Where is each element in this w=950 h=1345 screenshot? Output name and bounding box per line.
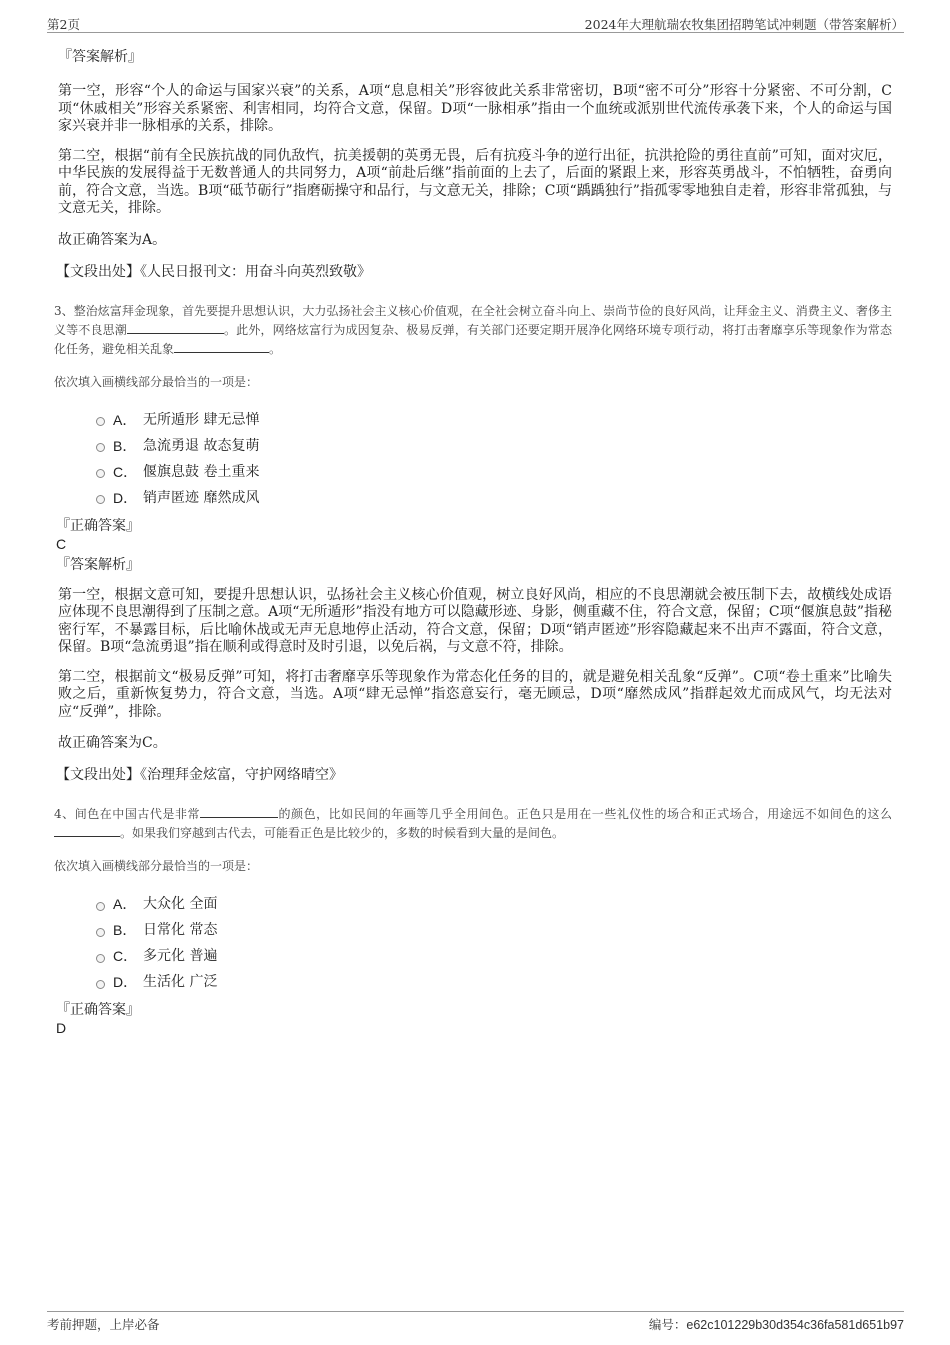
q3-section (54, 302, 892, 786)
q4-section (54, 805, 892, 1037)
option-letter: A． (113, 411, 137, 428)
radio-icon[interactable] (96, 417, 105, 426)
q3-option-c[interactable] (96, 459, 892, 485)
q4-option-a[interactable] (96, 891, 892, 917)
option-text: 日常化 常态 (143, 922, 218, 938)
q4-option-b[interactable] (96, 917, 892, 943)
q2-analysis-title: 『答案解析』 (58, 49, 142, 65)
option-text: 生活化 广泛 (143, 974, 218, 990)
q3-blank-1 (127, 321, 224, 334)
q3-analysis-para-2: 第二空，根据前文“极易反弹”可知，将打击奢靡享乐等现象作为常态化任务的目的，就是避免相关乱象“反弹”。C项“卷土重来”比喻失败之后，重新恢复势力，符合文意，当选。A项“肆无忌惮”指恣意妄行，毫无顾忌，D项“靡然成风”指群起效尤而成风气，均无法对应“反弹”，排除。 (58, 668, 892, 720)
q3-correct-answer-value: C (56, 535, 67, 552)
q2-conclusion: 故正确答案为A。 (58, 231, 167, 248)
q3-source: 【文段出处】《治理拜金炫富，守护网络晴空》 (56, 767, 343, 783)
radio-icon[interactable] (96, 495, 105, 504)
q2-analysis-para-2: 第二空，根据“前有全民族抗战的同仇敌忾，抗美援朝的英勇无畏，后有抗疫斗争的逆行出征，抗洪抢险的勇往直前”可知，面对灾厄，中华民族的发展得益于无数普通人的共同努力，A项“前赴后继”指前面的上去了，后面的紧跟上来，形容英勇战斗，不怕牺牲，奋勇向前，符合文意，当选。B项“砥节砺行”指磨砺操守和品行，与文意无关，排除；C项“踽踽独行”指孤零零地独自走着，形容非常孤独，与文意无关，排除。 (58, 147, 892, 216)
option-letter: D． (113, 974, 138, 990)
option-letter: D． (113, 489, 138, 506)
option-letter: B． (113, 437, 137, 454)
radio-icon[interactable] (96, 469, 105, 478)
q3-analysis-para-1: 第一空，根据文意可知，要提升思想认识，弘扬社会主义核心价值观，树立良好风尚，相应的不良思潮就会被压制下去，故横线处成语应体现不良思潮得到了压制之意。A项“无所遁形”指没有地方可以隐藏形迹、身影，侧重藏不住，符合文意，保留；C项“偃旗息鼓”指秘密行军，不暴露目标，后比喻休战或无声无息地停止活动，符合文意，保留；D项“销声匿迹”形容隐藏起来不出声不露面，符合文意，保留。B项“急流勇退”指在顺利或得意时及时引退，以免后祸，与文意不符，排除。 (58, 586, 892, 655)
q4-stem-part-3: 。如果我们穿越到古代去，可能看正色是比较少的，多数的时候看到大量的是间色。 (120, 826, 565, 840)
radio-icon[interactable] (96, 928, 105, 937)
option-text: 偃旗息鼓 卷土重来 (143, 463, 260, 480)
radio-icon[interactable] (96, 902, 105, 911)
radio-icon[interactable] (96, 954, 105, 963)
footer-slogan: 考前押题，上岸必备 (47, 1317, 160, 1332)
radio-icon[interactable] (96, 443, 105, 452)
q4-stem (54, 805, 892, 843)
option-text: 销声匿迹 靡然成风 (143, 489, 260, 506)
option-text: 大众化 全面 (143, 896, 218, 912)
q3-option-a[interactable] (96, 407, 892, 433)
q4-options (96, 891, 892, 995)
radio-icon[interactable] (96, 980, 105, 989)
q3-conclusion: 故正确答案为C。 (58, 735, 167, 751)
q3-option-d[interactable] (96, 485, 892, 511)
q4-blank-1 (200, 805, 278, 818)
option-text: 急流勇退 故态复萌 (143, 437, 260, 454)
q3-stem (54, 302, 892, 359)
option-text: 多元化 普遍 (143, 948, 218, 964)
q3-correct-answer-title: 『正确答案』 (56, 517, 140, 534)
q4-blank-2 (54, 824, 120, 837)
option-letter: C． (113, 463, 138, 480)
q4-correct-answer-title: 『正确答案』 (56, 1002, 140, 1018)
option-letter: C． (113, 948, 138, 964)
q3-analysis-title: 『答案解析』 (56, 556, 140, 573)
option-text: 无所遁形 肆无忌惮 (143, 411, 260, 428)
q3-options (96, 407, 892, 511)
q2-analysis-para-1: 第一空，形容“个人的命运与国家兴衰”的关系，A项“息息相关”形容彼此关系非常密切，B项“密不可分”形容十分紧密、不可分割，C项“休戚相关”形容关系紧密、利害相同，均符合文意，保留。D项“一脉相承”指由一个血统或派别世代流传承袭下来，个人的命运与国家兴衰并非一脉相承的关系，排除。 (58, 83, 892, 134)
page-number: 第2页 (47, 17, 80, 32)
q4-correct-answer-value: D (56, 1020, 67, 1036)
page-footer (47, 1311, 904, 1332)
q4-stem-part-2: 的颜色，比如民间的年画等几乎全用间色。正色只是用在一些礼仪性的场合和正式场合，用途远不如间色的这么 (278, 807, 892, 821)
document-code: 编号：e62c101229b30d354c36fa581d651b97 (648, 1318, 904, 1332)
q4-stem-part-1: 4、间色在中国古代是非常 (54, 807, 200, 821)
option-letter: B． (113, 922, 137, 938)
q4-instruction: 依次填入画横线部分最恰当的一项是： (54, 859, 259, 873)
document-title: 2024年大理航瑞农牧集团招聘笔试冲刺题（带答案解析） (584, 17, 904, 32)
q3-stem-part-1: 3、整治炫富拜金现象，首先要提升思想认识，大力弘扬社会主义核心价值观，在全社会树立奋斗向上、崇尚节俭的良好风尚，让拜金主义、消费主义、奢侈主义等不良思潮 (54, 303, 892, 337)
page-header (47, 12, 904, 33)
q3-stem-part-2: 。此外，网络炫富行为成因复杂、极易反弹，有关部门还要定期开展净化网络环境专项行动，将打击奢靡享乐等现象作为常态化任务，避免相关乱象 (54, 322, 892, 356)
q3-instruction: 依次填入画横线部分最恰当的一项是： (54, 374, 259, 389)
q3-stem-part-3: 。 (269, 341, 282, 356)
q3-option-b[interactable] (96, 433, 892, 459)
q3-blank-2 (174, 340, 269, 353)
q2-analysis-section (58, 47, 892, 282)
q2-source: 【文段出处】《人民日报刊文：用奋斗向英烈致敬》 (56, 263, 371, 280)
q4-option-d[interactable] (96, 969, 892, 995)
page-content (54, 47, 892, 1039)
option-letter: A． (113, 896, 137, 912)
q4-option-c[interactable] (96, 943, 892, 969)
